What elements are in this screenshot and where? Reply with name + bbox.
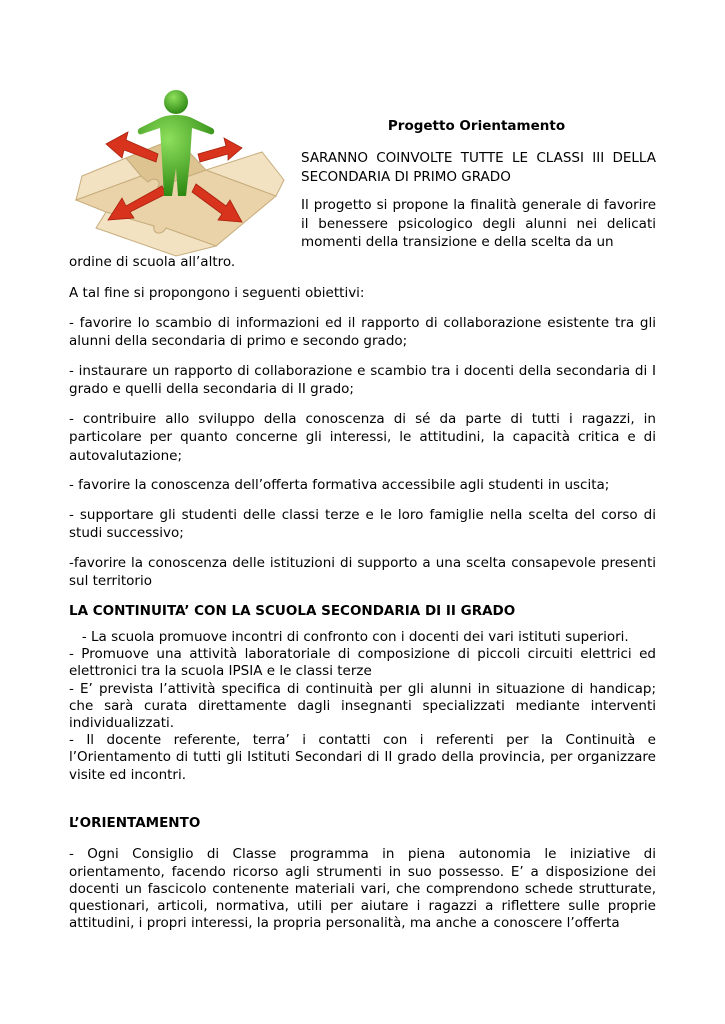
continuity-list [69,629,656,784]
orientation-block [69,846,656,932]
main-text [69,284,656,932]
orientation-heading: L’ORIENTAMENTO [69,814,201,831]
continuity-heading: LA CONTINUITA’ CON LA SCUOLA SECONDARIA DI II GRADO [69,602,516,619]
objective-item: - contribuire allo sviluppo della conoscenza di sé da parte di tutti i ragazzi, in particolare per quanto concerne gli interessi, le attitudini, la capacità critica e di autovalutazione; [69,410,656,464]
objective-item: -favorire la conoscenza delle istituzioni di supporto a una scelta consapevole presenti sul territorio [69,554,656,589]
orientation-text: - Ogni Consiglio di Classe programma in piena autonomia le iniziative di orientamento, facendo ricorso agli strumenti in suo possesso. E’ a disposizione dei docenti un fascicolo contenente materiali vari, che comprendono schede strutturate, questionari, articoli, normativa, utili per aiutare i ragazzi a riflettere sulle proprie attitudini, i propri interessi, la propria personalità, ma anche a conoscere l’offerta [69,846,656,932]
objective-item: - instaurare un rapporto di collaborazione e scambio tra i docenti della secondaria di I grado e quelli della secondaria di II grado; [69,362,656,397]
continuity-item: - E’ prevista l’attività specifica di continuità per gli alunni in situazione di handicap; che sarà curata direttamente dagli insegnanti specializzati mediante interventi individualizzati. [69,680,656,732]
intro-block [301,149,656,262]
objective-item: - supportare gli studenti delle classi terze e le loro famiglie nella scelta del corso di studi successivo; [69,506,656,541]
objective-item: - favorire lo scambio di informazioni ed il rapporto di collaborazione esistente tra gli alunni della secondaria di primo e secondo grado; [69,314,656,349]
objective-item: - favorire la conoscenza dell’offerta formativa accessibile agli studenti in uscita; [69,477,610,493]
puzzle-figure-arrows-icon [66,88,288,258]
continuity-item: - La scuola promuove incontri di confronto con i docenti dei vari istituti superiori. [69,629,629,645]
intro-classes: SARANNO COINVOLTE TUTTE LE CLASSI III DELLA SECONDARIA DI PRIMO GRADO [301,150,656,185]
intro-purpose-tail: ordine di scuola all’altro. [69,254,236,270]
continuity-item: - Il docente referente, terra’ i contatti con i referenti per la Continuità e l’Orientamento di tutti gli Istituti Secondari di II grado della provincia, per organizzare visite ed incontri. [69,732,656,783]
continuity-item: - Promuove una attività laboratoriale di composizione di piccoli circuiti elettrici ed elettronici tra la scuola IPSIA e le classi terze [69,646,656,680]
page-title: Progetto Orientamento [387,118,566,134]
intro-purpose: Il progetto si propone la finalità generale di favorire il benessere psicologico degli alunni nei delicati momenti della transizione e della scelta da un [301,197,656,250]
objectives-lead: A tal fine si propongono i seguenti obiettivi: [69,285,365,301]
